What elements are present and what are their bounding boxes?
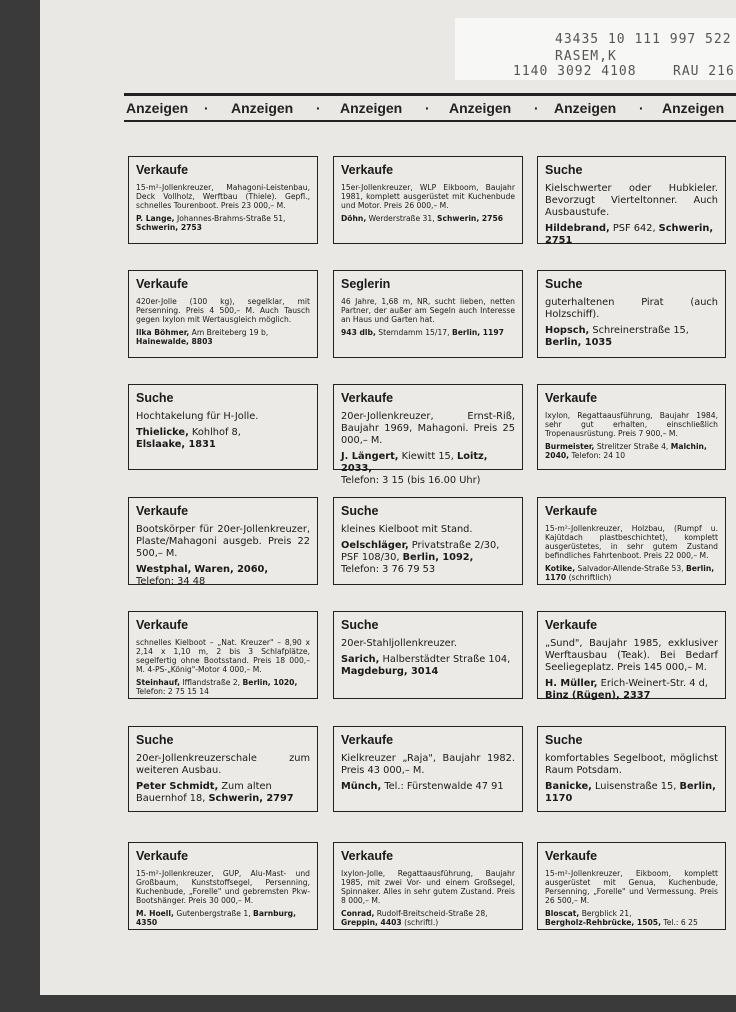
ad-address: Kiewitt 15,	[398, 451, 458, 462]
stamp-line-3b: RAU 216	[673, 64, 735, 79]
ad-title: Suche	[136, 391, 174, 405]
ad-phone: (schriftlich)	[568, 573, 612, 582]
ad-text: 15-m²-Jollenkreuzer, GUP, Alu-Mast- und Großbaum, Kunststoffsegel, Persenning, Kuchenbude, „Forelle" und gebremsten Pkw-Bootshänger. Preis 30 000,– M.	[136, 869, 310, 905]
ad-contact	[136, 328, 310, 346]
ad-name: Döhn,	[341, 214, 367, 223]
ad-title: Verkaufe	[136, 849, 189, 863]
ad-name: Peter Schmidt,	[136, 781, 219, 792]
ad-text: schnelles Kielboot – „Nat. Kreuzer" – 8,90 x 2,14 x 1,10 m, 2 bis 3 Schlafplätze, segelfertig ohne Bootsstand. Preis 18 000,– M. 4-PS-„König"-Motor 4 000,– M.	[136, 638, 310, 674]
ad-city: Schwerin, 2753	[136, 223, 202, 232]
ad-name: 943 dlb,	[341, 328, 376, 337]
ad-city: Binz (Rügen), 2337	[545, 690, 651, 701]
ad-contact	[341, 909, 515, 927]
stamp-line-2: RASEM,K	[555, 49, 617, 64]
ad-address: Gutenbergstraße 1,	[173, 909, 254, 918]
header-label: Anzeigen	[449, 100, 512, 116]
stamp-line-1: 43435 10 111 997 522	[555, 32, 732, 47]
ad-name: Hopsch,	[545, 325, 590, 336]
ad-name: Thielicke,	[136, 427, 189, 438]
ad-title: Verkaufe	[341, 733, 394, 747]
ad-text: Ixylon, Regattaausführung, Baujahr 1984, sehr gut erhalten, einschließlich Tropenausrüstung. Preis 7 900,– M.	[545, 411, 718, 438]
ad-city: Malchin, 2040,	[545, 442, 707, 460]
ad-address: Zum alten Bauernhof 18,	[136, 781, 272, 804]
ad-contact	[341, 451, 515, 487]
header-dot: ·	[425, 100, 430, 116]
anzeigen-header	[124, 93, 736, 123]
ad-name: Steinhauf,	[136, 678, 180, 687]
ad-contact	[545, 781, 718, 805]
ad-phone: Telefon: 3 15 (bis 16.00 Uhr)	[341, 475, 481, 486]
ad-address: Bergblick 21,	[579, 909, 632, 918]
ad-text: 46 Jahre, 1,68 m, NR, sucht lieben, netten Partner, der außer am Segeln auch Interesse an Haus und Garten hat.	[341, 297, 515, 324]
ad-city: Magdeburg, 3014	[341, 666, 439, 677]
classified-ad	[128, 611, 318, 699]
header-rule-bottom	[124, 120, 736, 122]
ad-contact	[136, 564, 310, 588]
ad-name: Banicke,	[545, 781, 592, 792]
ad-city: Berlin, 1170	[545, 781, 716, 804]
ad-name: Hildebrand,	[545, 223, 610, 234]
ad-title: Verkaufe	[545, 391, 598, 405]
classified-ad	[333, 611, 523, 699]
ad-contact	[545, 223, 718, 247]
ad-name: Sarich,	[341, 654, 380, 665]
ad-name: Ilka Böhmer,	[136, 328, 190, 337]
classified-ad	[128, 270, 318, 358]
classified-ad	[333, 726, 523, 812]
ad-contact	[545, 442, 718, 460]
ad-city: Berlin, 1170	[545, 564, 715, 582]
classified-ad	[333, 270, 523, 358]
ad-contact	[136, 909, 310, 927]
ad-name: H. Müller,	[545, 678, 598, 689]
header-label: Anzeigen	[231, 100, 294, 116]
ad-city: Barnburg, 4350	[136, 909, 297, 927]
ad-text: guterhaltenen Pirat (auch Holzschiff).	[545, 297, 718, 320]
ad-address: PSF 642,	[609, 223, 659, 234]
ad-city: Berlin, 1020,	[242, 678, 298, 687]
classified-ad	[128, 842, 318, 930]
header-label: Anzeigen	[554, 100, 617, 116]
ad-phone: Telefon: 2 75 15 14	[136, 687, 209, 696]
ad-name: Conrad,	[341, 909, 375, 918]
ad-contact	[341, 654, 515, 678]
classified-ad	[333, 156, 523, 244]
ad-name: J. Längert,	[341, 451, 399, 462]
classified-ad	[537, 611, 726, 699]
ad-name: P. Lange,	[136, 214, 175, 223]
ad-text: Kielkreuzer „Raja", Baujahr 1982. Preis 43 000,– M.	[341, 753, 515, 776]
ad-address: Halberstädter Straße 104,	[379, 654, 511, 665]
ad-title: Suche	[341, 504, 379, 518]
ad-text: 420er-Jolle (100 kg), segelklar, mit Persenning. Preis 4 500,– M. Auch Tausch gegen Ixylon mit Wertausgleich möglich.	[136, 297, 310, 324]
magazine-page	[40, 0, 736, 995]
header-dot: ·	[316, 100, 321, 116]
ad-city: Berlin, 1092,	[402, 552, 474, 563]
classified-ad	[537, 384, 726, 470]
ad-city: Elslaake, 1831	[136, 439, 216, 450]
ad-contact	[341, 781, 515, 793]
ad-contact	[545, 325, 718, 349]
ad-text: „Sund", Baujahr 1985, exklusiver Werftausbau (Teak). Bei Bedarf Seeliegeplatz. Preis 145 000,– M.	[545, 638, 718, 673]
ad-name: Oelschläger,	[341, 540, 409, 551]
ad-text: 15er-Jollenkreuzer, WLP Eikboom, Baujahr 1981, komplett ausgerüstet mit Kuchenbude und Motor. Preis 26 000,– M.	[341, 183, 515, 210]
ad-title: Suche	[341, 618, 379, 632]
ad-title: Verkaufe	[545, 618, 598, 632]
ad-city: Berlin, 1197	[451, 328, 504, 337]
ad-phone: Telefon: 24 10	[571, 451, 626, 460]
ad-address: Salvador-Allende-Straße 53,	[575, 564, 686, 573]
ad-title: Suche	[545, 163, 583, 177]
ad-title: Verkaufe	[341, 163, 394, 177]
ad-title: Verkaufe	[136, 504, 189, 518]
ad-address: Am Breiteberg 19 b,	[189, 328, 269, 337]
ad-text: 20er-Stahljollenkreuzer.	[341, 638, 457, 649]
header-dot: ·	[204, 100, 209, 116]
ad-city: Waren, 2060,	[194, 564, 269, 575]
ad-phone: Telefon: 34 48	[136, 576, 206, 587]
catalog-stamp	[455, 18, 736, 80]
ad-title: Verkaufe	[341, 391, 394, 405]
ad-contact	[341, 540, 515, 576]
ad-title: Verkaufe	[545, 504, 598, 518]
ad-text: kleines Kielboot mit Stand.	[341, 524, 473, 535]
ad-city: Loitz, 2033,	[341, 451, 488, 474]
ad-address: Kohlhof 8,	[188, 427, 241, 438]
ad-address: Ifflandstraße 2,	[179, 678, 243, 687]
ad-text: Hochtakelung für H-Jolle.	[136, 411, 259, 422]
ad-city: Schwerin, 2751	[545, 223, 714, 246]
ad-contact	[545, 909, 718, 927]
ad-name: Bloscat,	[545, 909, 580, 918]
ad-city: Greppin, 4403	[341, 918, 402, 927]
ad-name: Burmeister,	[545, 442, 595, 451]
ad-contact	[545, 678, 718, 702]
ad-phone: (schriftl.)	[404, 918, 439, 927]
stamp-line-3a: 1140 3092 4108	[513, 64, 637, 79]
ad-title: Suche	[136, 733, 174, 747]
ad-name: Kotike,	[545, 564, 576, 573]
classified-ad	[537, 270, 726, 358]
header-dot: ·	[534, 100, 539, 116]
ad-contact	[341, 328, 515, 337]
classified-ad	[537, 842, 726, 930]
ad-city: Hainewalde, 8803	[136, 337, 213, 346]
ad-address: Tel.: Fürstenwalde 47 91	[381, 781, 504, 792]
ad-title: Suche	[545, 277, 583, 291]
ad-city: Schwerin, 2756	[437, 214, 504, 223]
ad-title: Verkaufe	[545, 849, 598, 863]
classified-ad	[128, 384, 318, 470]
classified-ad	[333, 384, 523, 486]
ad-text: 15-m²-Jollenkreuzer, Mahagoni-Leistenbau, Deck Vollholz, Werftbau (Thiele). Gepfl., schnelles Tourenboot. Preis 23 000,– M.	[136, 183, 310, 210]
ad-text: Bootskörper für 20er-Jollenkreuzer, Plaste/Mahagoni ausgeb. Preis 22 500,– M.	[136, 524, 310, 559]
ad-title: Seglerin	[341, 277, 391, 291]
classified-ad	[128, 726, 318, 812]
ad-name: Westphal,	[136, 564, 192, 575]
ad-title: Verkaufe	[136, 277, 189, 291]
ad-text: 15-m²-Jollenkreuzer, Eikboom, komplett ausgerüstet mit Genua, Kuchenbude, Persenning, „Forelle" und Vermessung. Preis 26 500,– M.	[545, 869, 718, 905]
ad-address: Johannes-Brahms-Straße 51,	[174, 214, 286, 223]
ad-contact	[136, 781, 310, 805]
classified-ad	[537, 156, 726, 244]
ad-contact	[341, 214, 515, 223]
ad-text: Ixylon-Jolle, Regattaausführung, Baujahr 1985, mit zwei Vor- und einem Großsegel, Spinnaker. Alles in sehr gutem Zustand. Preis 8 000,– M.	[341, 869, 515, 905]
ad-text: komfortables Segelboot, möglichst Raum Potsdam.	[545, 753, 718, 776]
ad-contact	[545, 564, 718, 582]
ad-address: Privatstraße 2/30, PSF 108/30,	[341, 540, 500, 563]
ad-title: Verkaufe	[341, 849, 394, 863]
ad-name: Münch,	[341, 781, 382, 792]
header-rule-top	[124, 93, 736, 96]
ad-title: Suche	[545, 733, 583, 747]
ad-name: M. Hoell,	[136, 909, 174, 918]
header-label: Anzeigen	[662, 100, 725, 116]
classified-ad	[537, 726, 726, 812]
header-dot: ·	[639, 100, 644, 116]
ad-city: Schwerin, 2797	[208, 793, 294, 804]
ad-contact	[136, 678, 310, 696]
ad-address: Rudolf-Breitscheid-Straße 28,	[374, 909, 488, 918]
ad-text: 20er-Jollenkreuzer, Ernst-Riß, Baujahr 1969, Mahagoni. Preis 25 000,– M.	[341, 411, 515, 446]
ad-address: Sterndamm 15/17,	[375, 328, 452, 337]
classified-ad	[333, 497, 523, 585]
ad-address: Schreinerstraße 15,	[589, 325, 689, 336]
header-label: Anzeigen	[126, 100, 189, 116]
ad-text: 20er-Jollenkreuzerschale zum weiteren Ausbau.	[136, 753, 310, 776]
ad-contact	[136, 427, 310, 451]
ad-title: Verkaufe	[136, 163, 189, 177]
ad-city: Berlin, 1035	[545, 337, 613, 348]
classified-ad	[537, 497, 726, 585]
ad-text: 15-m²-Jollenkreuzer, Holzbau, (Rumpf u. Kajütdach plastbeschichtet), komplett ausgerüstetes, in sehr gutem Zustand befindliches Fahrtenboot. Preis 22 000,– M.	[545, 524, 718, 560]
ad-city: Bergholz-Rehbrücke, 1505,	[545, 918, 661, 927]
classified-ad	[333, 842, 523, 930]
ad-contact	[136, 214, 310, 232]
ad-phone: Tel.: 6 25	[663, 918, 698, 927]
header-label: Anzeigen	[340, 100, 403, 116]
ad-address: Erich-Weinert-Str. 4 d,	[597, 678, 708, 689]
classified-ad	[128, 156, 318, 244]
ad-title: Verkaufe	[136, 618, 189, 632]
ad-address: Werderstraße 31,	[366, 214, 438, 223]
ad-text: Kielschwerter oder Hubkieler. Bevorzugt Vierteltonner. Auch Ausbaustufe.	[545, 183, 718, 218]
ad-address: Luisenstraße 15,	[591, 781, 680, 792]
ad-address: Strelitzer Straße 4,	[594, 442, 671, 451]
classified-ad	[128, 497, 318, 585]
ad-phone: Telefon: 3 76 79 53	[341, 564, 436, 575]
